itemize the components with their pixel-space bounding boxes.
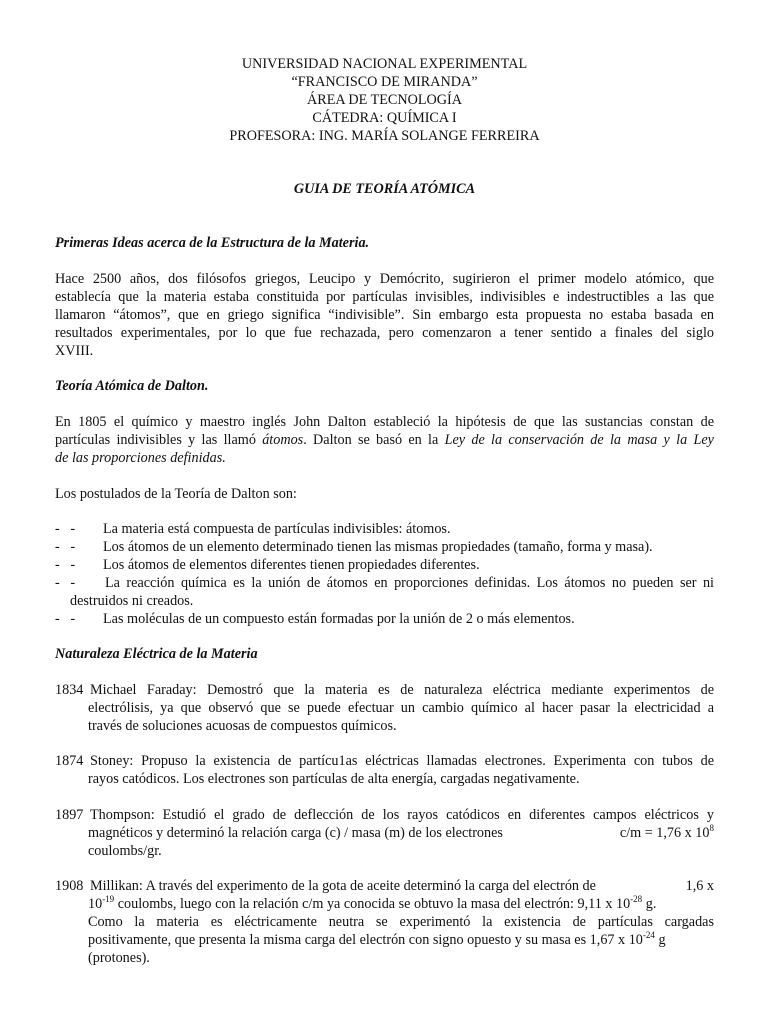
ratio-value: c/m = 1,76 x 10: [619, 825, 710, 841]
section-heading-dalton: Teoría Atómica de Dalton.: [55, 378, 209, 394]
mass-exponent: -28: [630, 894, 643, 904]
entry-line: Michael Faraday: Demostró que la materia es de naturaleza eléctrica mediante experimentos de: [90, 682, 714, 698]
entry-year: 1897: [55, 807, 84, 823]
document-title: GUIA DE TEORÍA ATÓMICA: [293, 181, 476, 197]
entry-line: [88, 895, 714, 913]
entry-line: coulombs/gr.: [88, 843, 162, 859]
section-heading-primeras-ideas: Primeras Ideas acerca de la Estructura de la Materia.: [55, 235, 370, 251]
header-line-5: PROFESORA: ING. MARÍA SOLANGE FERREIRA: [229, 128, 540, 144]
line-text: positivamente, que presenta la misma carga del electrón con signo opuesto y su masa es 1,67 x 10: [88, 932, 643, 948]
paragraph-line: llamaron “átomos”, que en griego significa “indivisible”. Sin embargo esta propuesta no estaba basada en: [55, 307, 714, 323]
entry-line: Como la materia es eléctricamente neutra se experimentó la existencia de partículas cargadas: [88, 914, 714, 930]
entry-line: electrólisis, ya que observó que se puede efectuar un cambio químico al hacer pasar la electricidad a: [88, 700, 714, 716]
entry-line: Thompson: Estudió el grado de deflección de los rayos catódicos en diferentes campos eléctricos y: [90, 807, 714, 823]
ratio-exponent: 8: [709, 823, 714, 833]
paragraph-line: resultados experimentales, por lo que fue rechazada, pero comenzaron a tener sentido a finales del siglo: [55, 325, 714, 341]
entry-line: través de soluciones acuosas de compuestos químicos.: [88, 718, 397, 734]
charge-mass-ratio: [620, 824, 714, 842]
law-name: Ley de la conservación de la masa y la Ley: [444, 432, 714, 448]
header-line-3: ÁREA DE TECNOLOGÍA: [306, 92, 462, 108]
header-line-2: “FRANCISCO DE MIRANDA”: [291, 74, 478, 90]
bullet-marker: - -: [55, 611, 76, 627]
bullet-marker: - -: [55, 557, 76, 573]
entry-line: (protones).: [88, 950, 150, 966]
postulate-text: Las moléculas de un compuesto están formadas por la unión de 2 o más elementos.: [103, 611, 575, 627]
bullet-marker: - -: [55, 539, 76, 555]
entry-line: Millikan: A través del experimento de la gota de aceite determinó la carga del electrón de: [90, 878, 596, 894]
header-line-4: CÁTEDRA: QUÍMICA I: [312, 110, 457, 126]
paragraph-line: XVIII.: [55, 343, 94, 359]
postulate-text: La reacción química es la unión de átomos en proporciones definidas. Los átomos no pueden ser ni: [105, 575, 714, 591]
entry-line: magnéticos y determinó la relación carga (c) / masa (m) de los electrones: [88, 825, 503, 841]
law-name-continued: de las proporciones definidas.: [55, 450, 226, 466]
paragraph-line: Hace 2500 años, dos filósofos griegos, Leucipo y Demócrito, sugirieron el primer modelo atómico, que: [55, 271, 714, 287]
entry-line: Stoney: Propuso la existencia de partícu1as eléctricas llamadas electrones. Experimenta con tubos de: [90, 753, 714, 769]
bullet-marker: - -: [55, 521, 76, 537]
atomos-term: átomos: [262, 432, 304, 448]
proton-mass-exponent: -24: [642, 930, 655, 940]
postulate-text: La materia está compuesta de partículas indivisibles: átomos.: [103, 521, 451, 537]
postulados-intro: Los postulados de la Teoría de Dalton son:: [55, 486, 297, 502]
paragraph-line: establecía que la materia estaba constituida por partículas invisibles, indivisibles e indestructibles a las que: [55, 289, 714, 305]
line-text: partículas indivisibles y las llamó: [55, 432, 263, 448]
institution-header: [55, 55, 714, 145]
postulate-text: destruidos ni creados.: [70, 593, 194, 609]
entry-year: 1834: [55, 682, 84, 698]
entry-line: [88, 931, 714, 949]
paragraph-line: [55, 431, 714, 449]
mass-unit: g.: [642, 896, 657, 912]
charge-exponent: -19: [102, 894, 115, 904]
section-2-paragraph: [55, 413, 714, 467]
entry-year: 1874: [55, 753, 84, 769]
electron-charge-value: 1,6 x: [685, 878, 714, 894]
header-line-1: UNIVERSIDAD NACIONAL EXPERIMENTAL: [241, 56, 528, 72]
section-1-paragraph: [55, 270, 714, 360]
line-text: . Dalton se basó en la: [303, 432, 445, 448]
postulate-text: Los átomos de un elemento determinado tienen las mismas propiedades (tamaño, forma y masa).: [103, 539, 653, 555]
bullet-marker: - -: [55, 575, 76, 591]
postulate-text: Los átomos de elementos diferentes tienen propiedades diferentes.: [103, 557, 480, 573]
entry-line: rayos catódicos. Los electrones son partículas de alta energía, cargadas negativamente.: [88, 771, 580, 787]
proton-mass-unit: g: [654, 932, 666, 948]
line-text: coulombs, luego con la relación c/m ya conocida se obtuvo la masa del electrón: 9,11 x 10: [114, 896, 631, 912]
entry-year: 1908: [55, 878, 84, 894]
line-text: 10: [88, 896, 103, 912]
section-heading-naturaleza-electrica: Naturaleza Eléctrica de la Materia: [55, 646, 258, 662]
paragraph-line: En 1805 el químico y maestro inglés John Dalton estableció la hipótesis de que las sustancias constan de: [55, 414, 714, 430]
